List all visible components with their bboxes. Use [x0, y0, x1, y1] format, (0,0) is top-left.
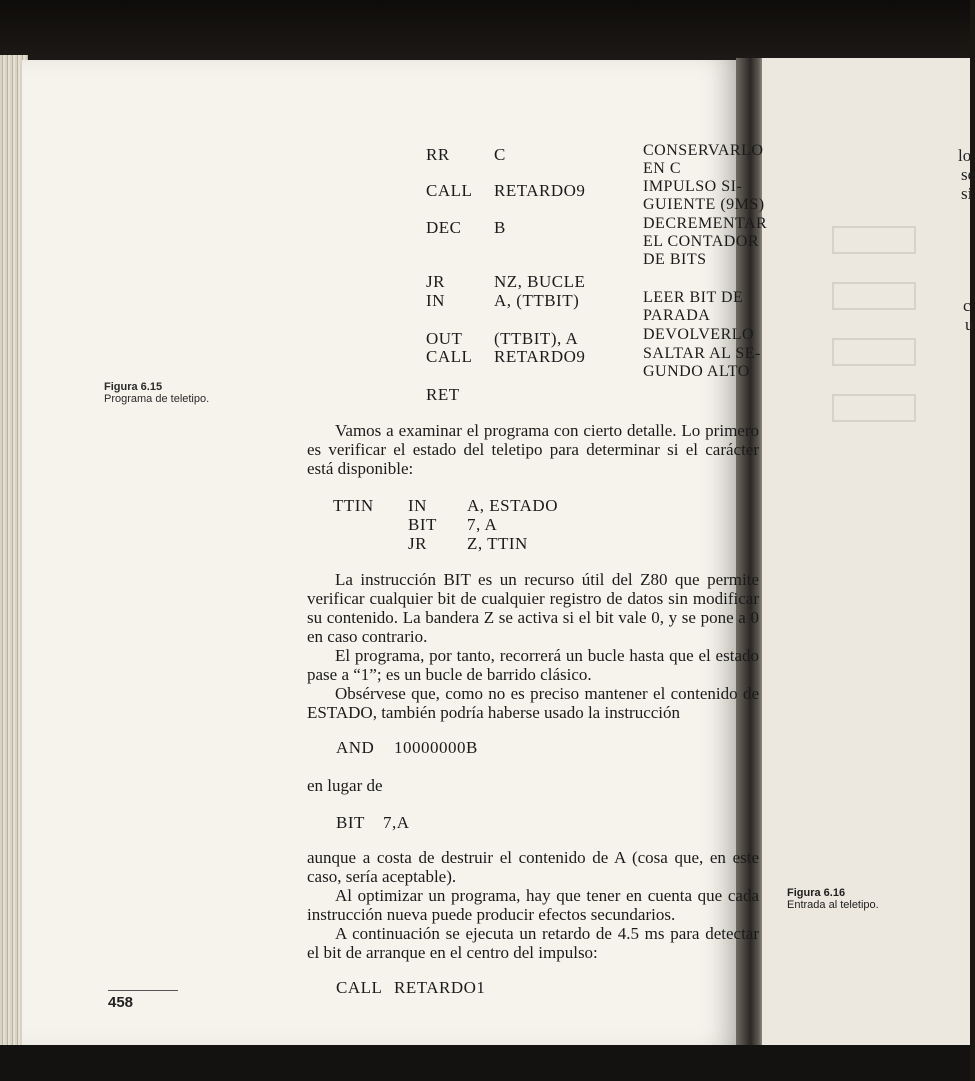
code-op: CALL: [336, 978, 383, 997]
code-arg: RETARDO1: [394, 978, 486, 997]
paragraph: [307, 421, 759, 478]
right-edge-text: u: [965, 315, 974, 334]
bleed-box: [832, 394, 916, 422]
code-comment: DECREMENTAR: [643, 215, 768, 232]
bleed-box: [832, 226, 916, 254]
code-op: CALL: [426, 181, 473, 200]
scan-background-top: [0, 0, 970, 62]
code-op: JR: [426, 272, 445, 291]
right-edge-text: c: [963, 296, 971, 315]
figure-caption-6-16: [787, 887, 879, 911]
paragraph-text: La instrucción BIT es un recurso útil del Z80 que permite verificar cualquier bit de cualquier registro de datos sin modificar su contenido. La bandera Z se activa si el bit vale 0, y se pone a 0 en caso contrario.: [307, 570, 759, 646]
figure-caption-text: Entrada al teletipo.: [787, 899, 879, 911]
paragraph-text: aunque a costa de destruir el contenido de A (cosa que, en este caso, sería aceptable).: [307, 848, 759, 886]
figure-caption-6-15: [104, 381, 209, 405]
paragraph-text: Obsérvese que, como no es preciso mantener el contenido de ESTADO, también podría haberse usado la instrucción: [307, 684, 759, 722]
code-arg: 7,A: [383, 813, 410, 832]
code-comment: PARADA: [643, 307, 711, 324]
code-op: BIT: [336, 813, 365, 832]
code-arg: 10000000B: [394, 738, 478, 757]
paragraph-block: [307, 570, 759, 722]
code-comment: DE BITS: [643, 251, 707, 268]
code-op: IN: [426, 291, 445, 310]
code-op: RR: [426, 145, 450, 164]
code-arg: C: [494, 145, 506, 164]
bleed-box: [832, 338, 916, 366]
page-number: 458: [108, 994, 134, 1011]
paragraph-text: Vamos a examinar el programa con cierto detalle. Lo primero es verificar el estado del teletipo para determinar si el carácter está disponible:: [307, 421, 759, 478]
code-op: DEC: [426, 218, 462, 237]
code-comment: IMPULSO SI-: [643, 178, 743, 195]
code-comment: SALTAR AL SE-: [643, 345, 761, 362]
code-comment: EN C: [643, 160, 681, 177]
code-op: BIT: [408, 515, 437, 534]
right-edge-text: lo: [958, 146, 972, 165]
code-comment: LEER BIT DE: [643, 289, 744, 306]
right-edge-text: si: [961, 184, 973, 203]
code-comment: GUNDO ALTO: [643, 363, 750, 380]
right-edge-text: se: [961, 165, 975, 184]
code-op: RET: [426, 385, 460, 404]
figure-label: Figura 6.15: [104, 381, 163, 393]
bleed-box: [832, 282, 916, 310]
code-arg: RETARDO9: [494, 181, 586, 200]
code-comment: GUIENTE (9MS): [643, 196, 765, 213]
code-comment: EL CONTADOR: [643, 233, 760, 250]
code-op: IN: [408, 496, 427, 515]
code-op: OUT: [426, 329, 463, 348]
code-arg: NZ, BUCLE: [494, 272, 586, 291]
code-arg: (TTBIT), A: [494, 329, 579, 348]
code-comment: CONSERVARLO: [643, 142, 764, 159]
code-arg: A, ESTADO: [467, 496, 558, 515]
paragraph-text: A continuación se ejecuta un retardo de 4.5 ms para detectar el bit de arranque en el centro del impulso:: [307, 924, 759, 962]
figure-caption-text: Programa de teletipo.: [104, 393, 210, 405]
code-label: TTIN: [333, 496, 374, 515]
code-op: JR: [408, 534, 427, 553]
figure-label: Figura 6.16: [787, 887, 846, 899]
paragraph-text: El programa, por tanto, recorrerá un bucle hasta que el estado pase a “1”; es un bucle de barrido clásico.: [307, 646, 759, 684]
paragraph-text: Al optimizar un programa, hay que tener en cuenta que cada instrucción nueva puede producir efectos secundarios.: [307, 886, 759, 924]
code-op: CALL: [426, 347, 473, 366]
scan-background-bottom: [0, 1045, 970, 1081]
code-arg: 7, A: [467, 515, 498, 534]
code-comment: DEVOLVERLO: [643, 326, 755, 343]
code-arg: B: [494, 218, 506, 237]
code-arg: A, (TTBIT): [494, 291, 580, 310]
code-op: AND: [336, 738, 375, 757]
code-arg: RETARDO9: [494, 347, 586, 366]
paragraph-text: en lugar de: [307, 776, 383, 795]
footer-rule: [108, 990, 178, 991]
code-arg: Z, TTIN: [467, 534, 528, 553]
paragraph-block: [307, 848, 759, 962]
